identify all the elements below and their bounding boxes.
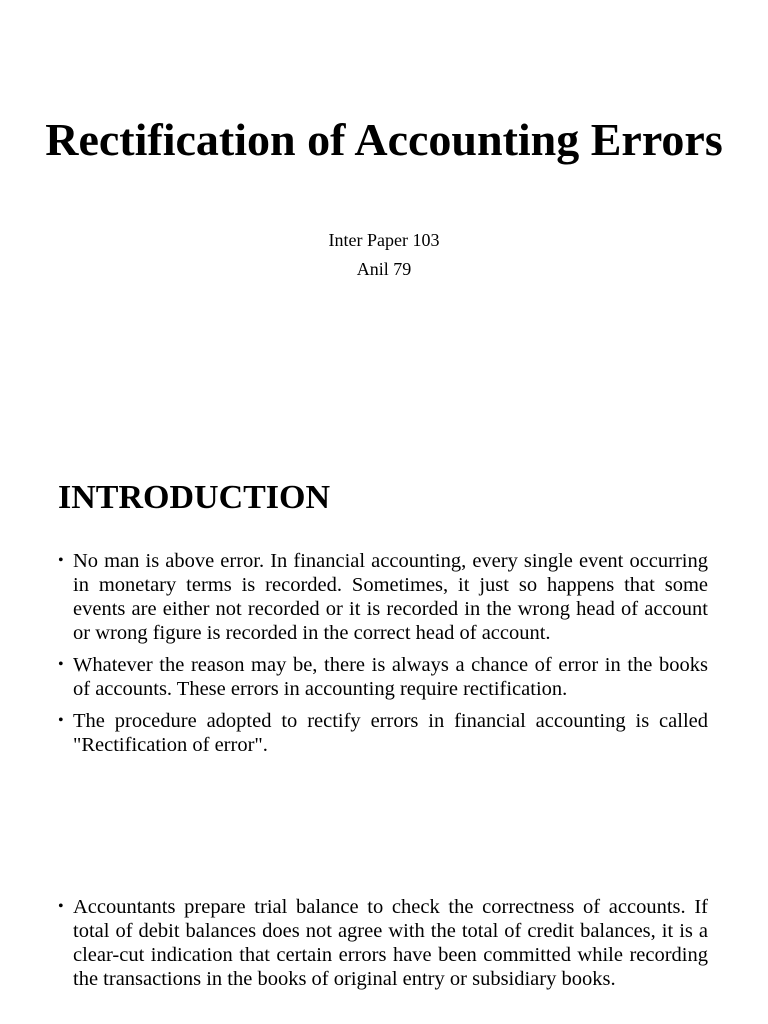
page-title: Rectification of Accounting Errors xyxy=(45,114,723,165)
bullet-icon: • xyxy=(58,712,64,729)
list-item xyxy=(58,549,708,645)
bullet-icon: • xyxy=(58,552,64,569)
bullet-icon: • xyxy=(58,898,64,915)
title-slide xyxy=(0,0,768,400)
bullet-list xyxy=(58,895,708,999)
bullet-text: Accountants prepare trial balance to check the correctness of accounts. If total of debit balances does not agree with the total of credit balances, it is a clear-cut indication that certain errors have been committed while recording the transactions in the books of original entry or subsidiary books. xyxy=(73,896,708,990)
list-item xyxy=(58,653,708,701)
section-heading: INTRODUCTION xyxy=(58,479,331,516)
bullet-icon: • xyxy=(58,656,64,673)
bullet-text: Whatever the reason may be, there is always a chance of error in the books of accounts. These errors in accounting require rectification. xyxy=(73,654,708,700)
introduction-slide xyxy=(0,460,768,990)
list-item xyxy=(58,895,708,991)
subtitle-paper: Inter Paper 103 xyxy=(328,230,440,250)
bullet-text: The procedure adopted to rectify errors in financial accounting is called "Rectification of error". xyxy=(73,710,708,756)
subtitle-author: Anil 79 xyxy=(356,259,412,279)
list-item xyxy=(58,709,708,757)
bullet-list xyxy=(58,549,708,765)
bullet-text: No man is above error. In financial accounting, every single event occurring in monetary terms is recorded. Sometimes, it just so happens that some events are either not recorded or it is recorded in the wrong head of account or wrong figure is recorded in the correct head of account. xyxy=(73,550,708,644)
